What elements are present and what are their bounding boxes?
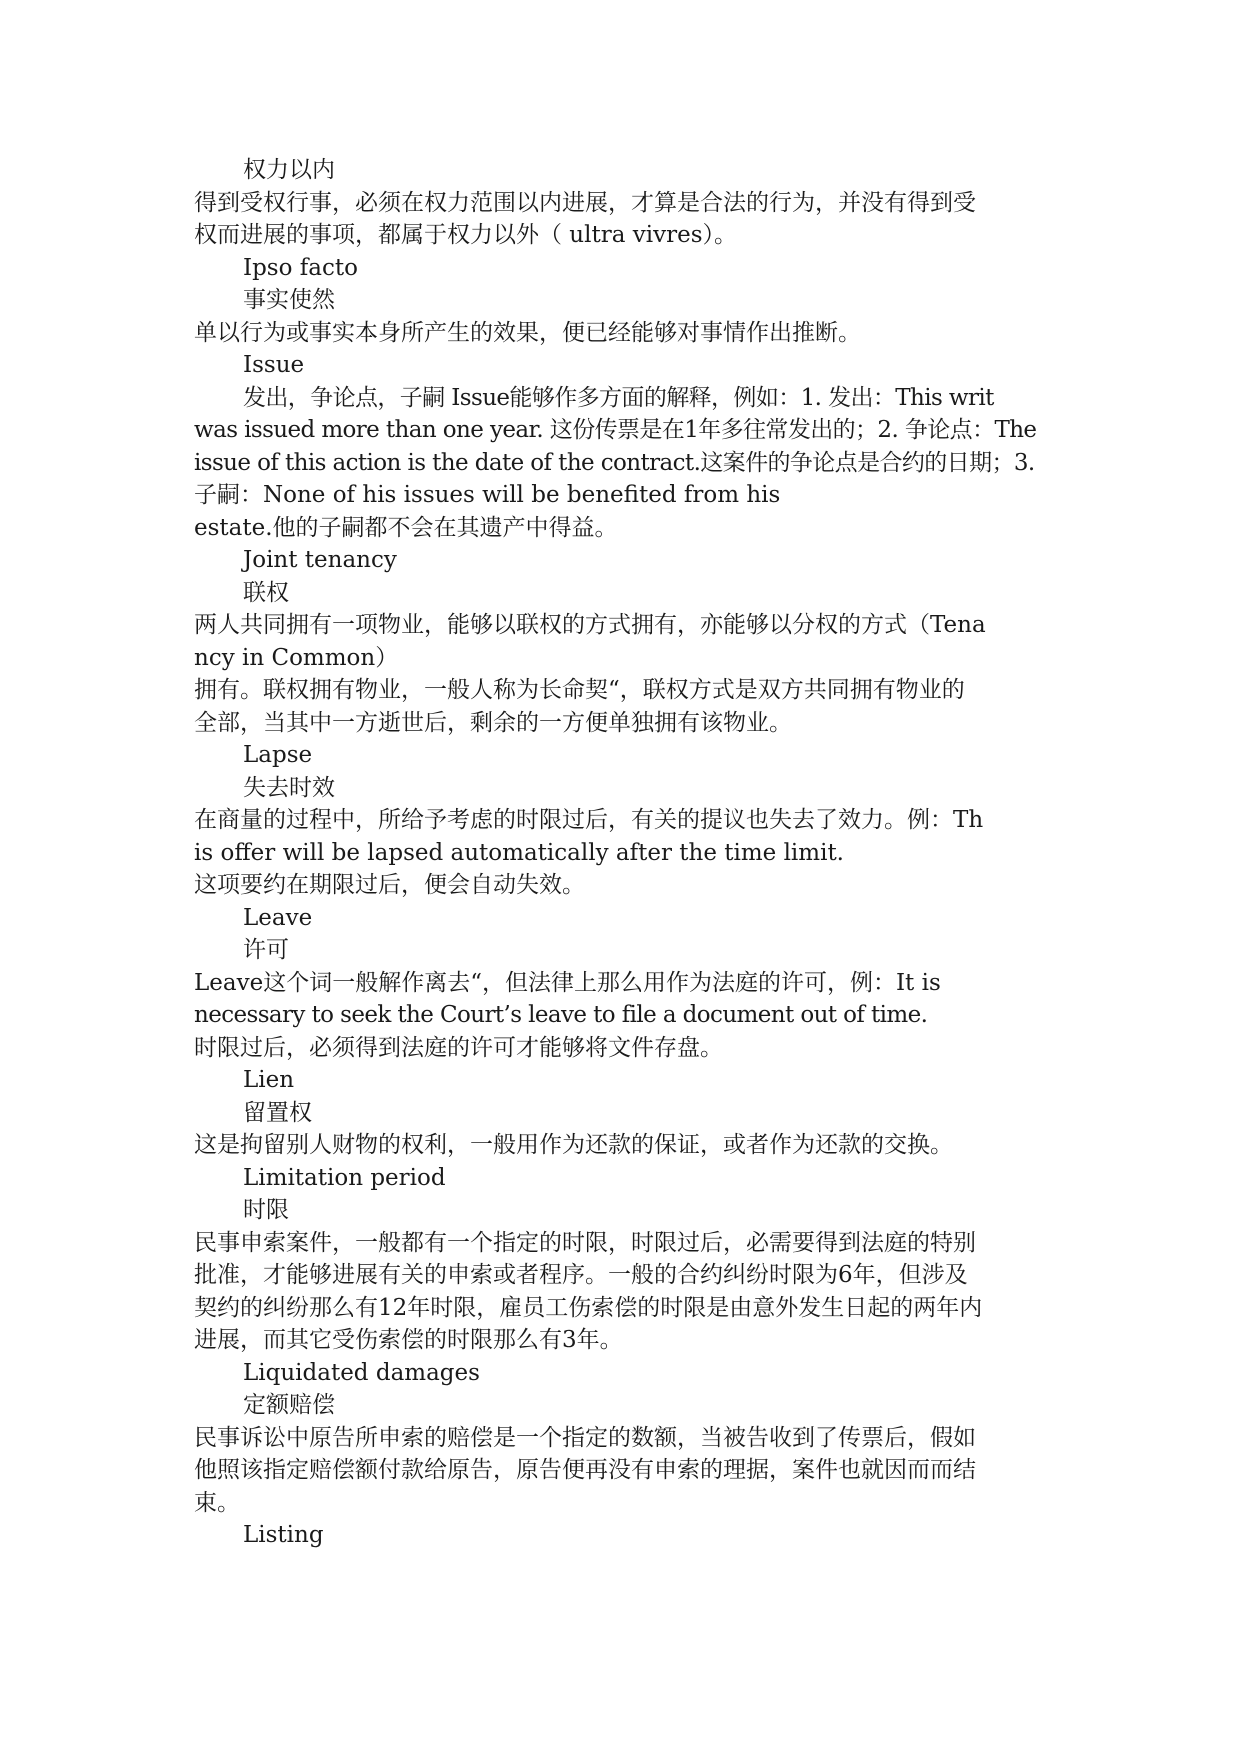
text-line: 拥有。联权拥有物业，一般人称为长命契“，联权方式是双方共同拥有物业的 — [194, 677, 965, 703]
text-line: 发出，争论点，子嗣 Issue能够作多方面的解释，例如：1. 发出：This writ — [243, 384, 994, 411]
text-line: 民事申索案件，一般都有一个指定的时限，时限过后，必需要得到法庭的特别 — [194, 1229, 976, 1256]
text-line: 他照该指定赔偿额付款给原告，原告便再没有申索的理据，案件也就因而而结 — [194, 1457, 976, 1483]
text-line: is offer will be lapsed automatically after the time limit. — [194, 839, 844, 866]
text-line: 批准，才能够进展有关的申索或者程序。一般的合约纠纷时限为6年，但涉及 — [194, 1262, 968, 1288]
text-line: estate.他的子嗣都不会在其遗产中得益。 — [194, 514, 618, 541]
text-line: Issue — [243, 352, 305, 378]
text-line: 权力以内 — [243, 157, 335, 183]
text-line: was issued more than one year. 这份传票是在1年多往常发出的；2. 争论点：The — [194, 417, 1037, 443]
text-line: 许可 — [243, 937, 289, 963]
text-line: 在商量的过程中，所给予考虑的时限过后，有关的提议也失去了效力。例：Th — [194, 807, 984, 833]
text-line: 全部，当其中一方逝世后，剩余的一方便单独拥有该物业。 — [194, 709, 792, 736]
text-line: ncy in Common） — [194, 644, 399, 671]
text-line: Lapse — [243, 742, 313, 768]
text-line: 单以行为或事实本身所产生的效果，便已经能够对事情作出推断。 — [194, 319, 861, 346]
text-line: 失去时效 — [243, 774, 335, 801]
text-line: 民事诉讼中原告所申索的赔偿是一个指定的数额，当被告收到了传票后，假如 — [194, 1424, 976, 1451]
text-line: 时限 — [243, 1197, 289, 1223]
text-line: 联权 — [243, 579, 289, 606]
text-line: Lien — [243, 1067, 295, 1093]
text-line: 这项要约在期限过后，便会自动失效。 — [194, 872, 585, 898]
text-line: 权而进展的事项，都属于权力以外（ ultra vivres）。 — [194, 222, 737, 248]
text-line: 事实使然 — [243, 287, 335, 313]
text-line: 子嗣：None of his issues will be benefited from his — [194, 482, 781, 508]
text-line: issue of this action is the date of the contract.这案件的争论点是合约的日期；3. — [194, 449, 1035, 476]
text-line: 时限过后，必须得到法庭的许可才能够将文件存盘。 — [194, 1034, 723, 1061]
text-line: Leave — [243, 904, 313, 931]
text-line: 留置权 — [243, 1099, 312, 1126]
text-line: 这是拘留别人财物的权利，一般用作为还款的保证，或者作为还款的交换。 — [194, 1132, 953, 1158]
text-line: Joint tenancy — [243, 547, 397, 573]
text-line: 契约的纠纷那么有12年时限，雇员工伤索偿的时限是由意外发生日起的两年内 — [194, 1294, 983, 1321]
text-line: Leave这个词一般解作离去“，但法律上那么用作为法庭的许可，例：It is — [194, 969, 941, 996]
document-body — [194, 154, 1054, 1552]
text-line: Liquidated damages — [243, 1359, 480, 1386]
text-line: 得到受权行事，必须在权力范围以内进展，才算是合法的行为，并没有得到受 — [194, 189, 976, 216]
text-line: 两人共同拥有一项物业，能够以联权的方式拥有，亦能够以分权的方式（Tena — [194, 612, 986, 638]
text-line: necessary to seek the Court’s leave to file a document out of time. — [194, 1002, 928, 1028]
text-line: 进展，而其它受伤索偿的时限那么有3年。 — [194, 1327, 623, 1353]
text-line: Ipso facto — [243, 254, 358, 281]
text-line: 定额赔偿 — [243, 1392, 335, 1418]
text-line: Listing — [243, 1522, 324, 1548]
text-line: 束。 — [194, 1489, 240, 1516]
text-line: Limitation period — [243, 1164, 446, 1191]
